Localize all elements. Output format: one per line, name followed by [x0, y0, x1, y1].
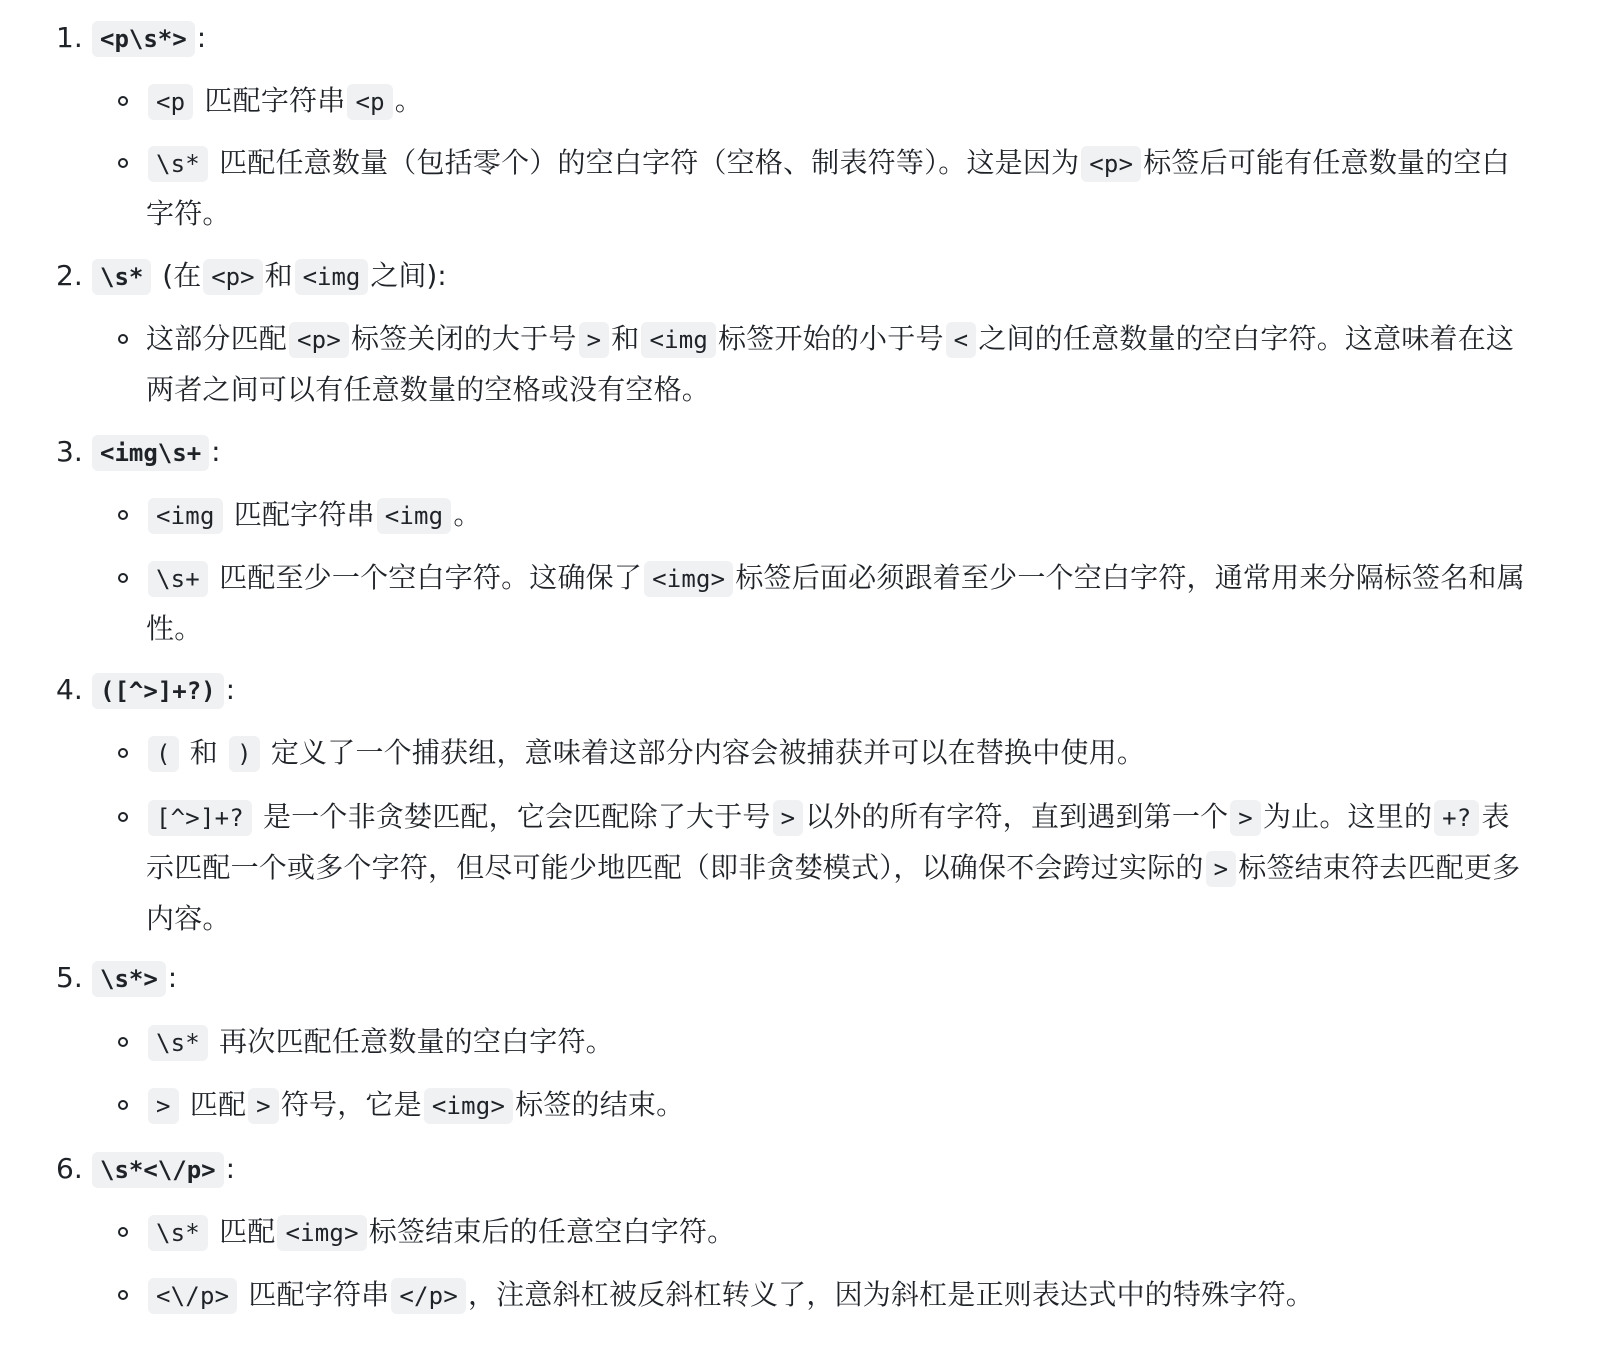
inline-code: +?	[1434, 800, 1479, 836]
sub-item-text: 标签结束后的任意空白字符。	[368, 1215, 736, 1248]
sub-item	[146, 728, 1536, 779]
heading-code: <img\s+	[92, 435, 209, 471]
item-heading	[90, 432, 221, 473]
sub-item-text: 为止。这里的	[1262, 800, 1433, 833]
sub-item	[146, 553, 1536, 654]
sub-item-text: 。	[394, 84, 423, 117]
inline-code: <p>	[289, 322, 349, 358]
inline-code: \s*	[148, 1025, 208, 1061]
sub-item-text: 匹配	[189, 1088, 247, 1121]
inline-code: <p>	[203, 259, 262, 295]
bullet-icon	[118, 96, 128, 106]
inline-code: >	[148, 1088, 179, 1124]
heading-code: ([^>]+?)	[92, 673, 224, 709]
sub-item-text: 匹配字符串	[248, 1278, 390, 1311]
inline-code: <\/p>	[148, 1278, 237, 1314]
inline-code: <p>	[1081, 146, 1141, 182]
item-number: 1.	[56, 21, 83, 54]
bullet-icon	[118, 510, 128, 520]
sub-item-text: 和	[611, 322, 640, 355]
item-number: 4.	[56, 673, 83, 706]
inline-code: <img	[641, 322, 716, 358]
sub-item-text: 匹配	[219, 1215, 276, 1248]
bullet-icon	[118, 812, 128, 822]
heading-code: <p\s*>	[92, 21, 195, 57]
sub-item	[146, 490, 1536, 541]
inline-code: )	[229, 736, 260, 772]
sub-item-text: 和	[189, 736, 218, 769]
sub-item	[146, 792, 1536, 944]
sub-item-text: 符号，它是	[280, 1088, 422, 1121]
heading-suffix: (在	[162, 259, 202, 292]
sub-item-text: 表示匹配一个或多个字符，但尽可能少地匹配（即非贪婪模式），以确保不会跨过实际的	[146, 800, 1510, 884]
sub-item-text: 。	[453, 498, 482, 531]
sub-item	[146, 314, 1536, 415]
bullet-icon	[118, 748, 128, 758]
inline-code: <img	[148, 498, 223, 534]
item-number: 5.	[56, 961, 83, 994]
sub-item-text: 匹配任意数量（包括零个）的空白字符（空格、制表符等）。这是因为	[219, 146, 1080, 179]
bullet-icon	[118, 573, 128, 583]
inline-code: <	[946, 322, 977, 358]
inline-code: >	[1230, 800, 1261, 836]
sub-item-text: 标签关闭的大于号	[350, 322, 577, 355]
inline-code: <img>	[277, 1215, 366, 1251]
item-number: 3.	[56, 435, 83, 468]
item-number: 2.	[56, 259, 83, 292]
inline-code: \s*	[148, 146, 208, 182]
inline-code: >	[773, 800, 804, 836]
sub-item-text: 之间的任意数量的空白字符。这意味着在这两者之间可以有任意数量的空格或没有空格。	[146, 322, 1515, 406]
sub-item	[146, 1270, 1536, 1321]
inline-code: \s*	[148, 1215, 208, 1251]
sub-item-text: 匹配字符串	[233, 498, 375, 531]
bullet-icon	[118, 1290, 128, 1300]
sub-item	[146, 1080, 1536, 1131]
heading-code: \s*	[92, 259, 151, 295]
sub-item-text: 标签开始的小于号	[718, 322, 944, 355]
sub-item-text: 定义了一个捕获组，意味着这部分内容会被捕获并可以在替换中使用。	[270, 736, 1146, 769]
bullet-icon	[118, 1037, 128, 1047]
sub-item-text: 标签后面必须跟着至少一个空白字符，通常用来分隔标签名和属性。	[146, 561, 1525, 645]
sub-item-text: 再次匹配任意数量的空白字符。	[219, 1025, 614, 1058]
inline-code: >	[579, 322, 610, 358]
sub-item-text: 匹配字符串	[204, 84, 346, 117]
inline-code: <p	[148, 84, 193, 120]
inline-code: </p>	[391, 1278, 466, 1314]
heading-suffix: :	[196, 21, 207, 54]
sub-item	[146, 1207, 1536, 1258]
item-heading	[90, 958, 177, 999]
bullet-icon	[118, 1227, 128, 1237]
heading-suffix: 之间):	[370, 259, 447, 292]
heading-suffix: :	[211, 435, 221, 468]
bullet-icon	[118, 334, 128, 344]
item-heading	[90, 256, 447, 297]
inline-code: <img>	[424, 1088, 513, 1124]
heading-code: \s*>	[92, 961, 166, 997]
item-heading	[90, 18, 206, 59]
item-heading	[90, 670, 235, 711]
sub-item-text: ，注意斜杠被反斜杠转义了，因为斜杠是正则表达式中的特殊字符。	[467, 1278, 1314, 1311]
heading-suffix: :	[167, 961, 178, 994]
sub-item	[146, 1017, 1536, 1068]
item-number: 6.	[56, 1152, 83, 1185]
inline-code: [^>]+?	[148, 800, 252, 836]
inline-code: <img	[295, 259, 369, 295]
inline-code: <img>	[644, 561, 733, 597]
sub-item	[146, 138, 1536, 239]
inline-code: \s+	[148, 561, 208, 597]
sub-item-text: 标签结束符去匹配更多内容。	[146, 851, 1521, 935]
sub-item	[146, 76, 1536, 127]
bullet-icon	[118, 158, 128, 168]
sub-item-text: 匹配至少一个空白字符。这确保了	[219, 561, 643, 594]
inline-code: <img	[377, 498, 452, 534]
heading-suffix: :	[225, 673, 236, 706]
inline-code: (	[148, 736, 179, 772]
sub-item-text: 标签的结束。	[515, 1088, 685, 1121]
inline-code: >	[248, 1088, 279, 1124]
sub-item-text: 以外的所有字符，直到遇到第一个	[805, 800, 1229, 833]
inline-code: <p	[347, 84, 392, 120]
bullet-icon	[118, 1100, 128, 1110]
sub-item-text: 这部分匹配	[146, 322, 288, 355]
inline-code: >	[1206, 851, 1237, 887]
heading-suffix: :	[225, 1152, 236, 1185]
sub-item-text: 标签后可能有任意数量的空白字符。	[146, 146, 1510, 230]
heading-code: \s*<\/p>	[92, 1152, 224, 1188]
sub-item-text: 是一个非贪婪匹配，它会匹配除了大于号	[263, 800, 771, 833]
item-heading	[90, 1149, 235, 1190]
heading-suffix: 和	[264, 259, 293, 292]
